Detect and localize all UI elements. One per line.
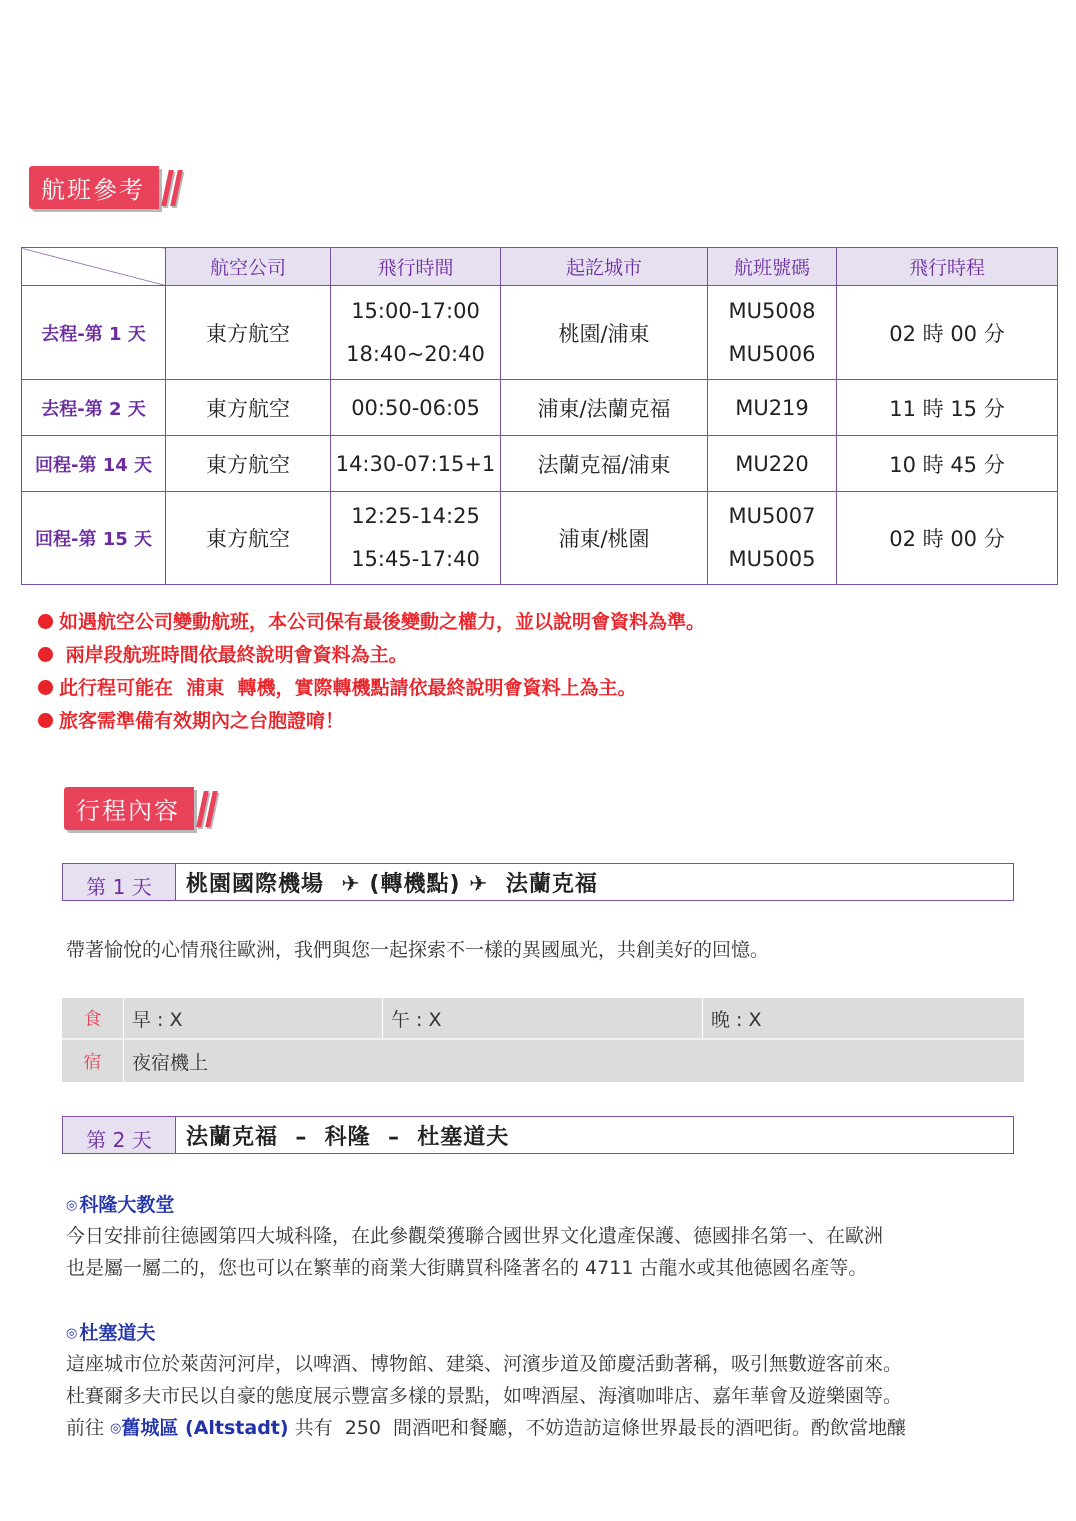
breakfast-cell: 早 : X bbox=[124, 998, 383, 1038]
duration-cell: 10 時 45 分 bbox=[837, 436, 1058, 492]
lunch-cell: 午 : X bbox=[383, 998, 703, 1038]
day-label: 第 1 天 bbox=[63, 864, 176, 900]
highlight-text: 舊城區 (Altstadt) bbox=[121, 1417, 289, 1439]
time-line: 18:40~20:40 bbox=[346, 341, 485, 366]
time-cell bbox=[331, 492, 501, 585]
itinerary-section-title: 行程內容 bbox=[64, 787, 194, 830]
leg-cell: 回程-第 14 天 bbox=[22, 436, 166, 492]
leg-cell: 回程-第 15 天 bbox=[22, 492, 166, 585]
cities-cell: 法蘭克福/浦東 bbox=[501, 436, 708, 492]
time-cell: 00:50-06:05 bbox=[331, 380, 501, 436]
flights-section-tag bbox=[29, 166, 179, 209]
time-line: 15:45-17:40 bbox=[351, 547, 480, 571]
day-1-meal-table bbox=[62, 998, 1024, 1082]
meal-key: 食 bbox=[62, 998, 124, 1038]
header-cities: 起訖城市 bbox=[501, 248, 708, 286]
bullet-dot-icon bbox=[38, 713, 53, 728]
meal-row bbox=[62, 998, 1024, 1038]
header-duration: 飛行時程 bbox=[837, 248, 1058, 286]
flight-number-line: MU5005 bbox=[728, 547, 816, 571]
header-flight-number: 航班號碼 bbox=[708, 248, 837, 286]
cities-cell: 桃園/浦東 bbox=[501, 286, 708, 380]
leg-cell: 去程-第 2 天 bbox=[22, 380, 166, 436]
flight-number-cell bbox=[708, 492, 837, 585]
day-title: 法蘭克福 – 科隆 – 杜塞道夫 bbox=[186, 1124, 510, 1150]
flight-number-line: MU5006 bbox=[728, 341, 816, 366]
note-text: 如遇航空公司變動航班，本公司保有最後變動之權力，並以說明會資料為準。 bbox=[59, 611, 706, 633]
table-row bbox=[22, 380, 1058, 436]
dinner-cell: 晚 : X bbox=[711, 1008, 762, 1031]
bullet-circle-icon: ◎ bbox=[110, 1421, 122, 1436]
time-line: 12:25-14:25 bbox=[351, 504, 480, 528]
flights-section-title: 航班參考 bbox=[29, 166, 159, 209]
header-flight-time: 飛行時間 bbox=[331, 248, 501, 286]
cities-cell: 浦東/桃園 bbox=[501, 492, 708, 585]
bullet-circle-icon: ◎ bbox=[66, 1198, 78, 1213]
note-text: 旅客需準備有效期內之台胞證唷！ bbox=[59, 710, 345, 732]
tag-slash-decoration bbox=[200, 791, 214, 827]
paragraph-line: 也是屬一屬二的，您也可以在繁華的商業大街購買科隆著名的 4711 古龍水或其他德國名產等。 bbox=[66, 1257, 868, 1279]
table-row bbox=[22, 492, 1058, 585]
time-line: 15:00-17:00 bbox=[351, 298, 480, 323]
old-town-highlight bbox=[110, 1417, 289, 1439]
flight-notes bbox=[38, 606, 705, 738]
time-cell: 14:30-07:15+1 bbox=[331, 436, 501, 492]
note-item bbox=[38, 606, 705, 639]
day-title: 桃園國際機場 ✈ (轉機點) ✈ 法蘭克福 bbox=[186, 871, 598, 897]
duration-cell: 02 時 00 分 bbox=[837, 286, 1058, 380]
paragraph-line: 這座城市位於萊茵河河岸，以啤酒、博物館、建築、河濱步道及節慶活動著稱，吸引無數遊客前來。 bbox=[66, 1353, 903, 1375]
day-label: 第 2 天 bbox=[63, 1117, 176, 1153]
corner-cell bbox=[22, 248, 166, 286]
attraction-name: 杜塞道夫 bbox=[79, 1322, 156, 1344]
tag-slash-decoration bbox=[165, 170, 179, 206]
leg-cell: 去程-第 1 天 bbox=[22, 286, 166, 380]
attraction-title-cologne-cathedral bbox=[66, 1190, 174, 1217]
attraction-title-dusseldorf bbox=[66, 1318, 155, 1345]
bullet-dot-icon bbox=[38, 614, 53, 629]
lodging-cell: 夜宿機上 bbox=[132, 1051, 209, 1074]
airline-cell: 東方航空 bbox=[166, 436, 331, 492]
lodging-row bbox=[62, 1038, 1024, 1082]
bullet-dot-icon bbox=[38, 647, 53, 662]
lodging-key: 宿 bbox=[62, 1040, 124, 1082]
line-suffix: 共有 250 間酒吧和餐廳，不妨造訪這條世界最長的酒吧街。酌飲當地釀 bbox=[288, 1417, 907, 1439]
duration-cell: 11 時 15 分 bbox=[837, 380, 1058, 436]
note-item bbox=[38, 639, 705, 672]
note-item bbox=[38, 672, 705, 705]
table-row bbox=[22, 436, 1058, 492]
paragraph-line bbox=[66, 1412, 906, 1445]
paragraph-line: 杜賽爾多夫市民以自豪的態度展示豐富多樣的景點，如啤酒屋、海濱咖啡店、嘉年華會及遊樂園等。 bbox=[66, 1385, 903, 1407]
day-1-header bbox=[62, 863, 1014, 901]
flights-table bbox=[21, 247, 1058, 585]
time-cell bbox=[331, 286, 501, 380]
note-text: 此行程可能在 浦東 轉機，實際轉機點請依最終說明會資料上為主。 bbox=[59, 677, 637, 699]
airline-cell: 東方航空 bbox=[166, 492, 331, 585]
duration-cell: 02 時 00 分 bbox=[837, 492, 1058, 585]
itinerary-section-tag bbox=[64, 787, 214, 830]
paragraph-line: 今日安排前往德國第四大城科隆，在此參觀榮獲聯合國世界文化遺產保護、德國排名第一、在歐洲 bbox=[66, 1225, 884, 1247]
airline-cell: 東方航空 bbox=[166, 286, 331, 380]
flight-number-cell bbox=[708, 286, 837, 380]
airline-cell: 東方航空 bbox=[166, 380, 331, 436]
flight-number-cell: MU219 bbox=[708, 380, 837, 436]
header-airline: 航空公司 bbox=[166, 248, 331, 286]
bullet-circle-icon: ◎ bbox=[66, 1326, 78, 1341]
table-row bbox=[22, 286, 1058, 380]
attraction-name: 科隆大教堂 bbox=[79, 1194, 175, 1216]
attraction-text-dusseldorf bbox=[66, 1348, 906, 1445]
flight-number-cell: MU220 bbox=[708, 436, 837, 492]
bullet-dot-icon bbox=[38, 680, 53, 695]
flight-number-line: MU5007 bbox=[728, 504, 816, 528]
note-text: 兩岸段航班時間依最終說明會資料為主。 bbox=[59, 644, 408, 666]
note-item bbox=[38, 705, 705, 738]
table-header-row bbox=[22, 248, 1058, 286]
line-prefix: 前往 bbox=[66, 1417, 111, 1439]
day-1-description: 帶著愉悅的心情飛往歐洲，我們與您一起探索不一樣的異國風光，共創美好的回憶。 bbox=[66, 939, 770, 961]
attraction-text-cologne bbox=[66, 1220, 883, 1284]
cities-cell: 浦東/法蘭克福 bbox=[501, 380, 708, 436]
day-2-header bbox=[62, 1116, 1014, 1154]
flight-number-line: MU5008 bbox=[728, 298, 816, 323]
